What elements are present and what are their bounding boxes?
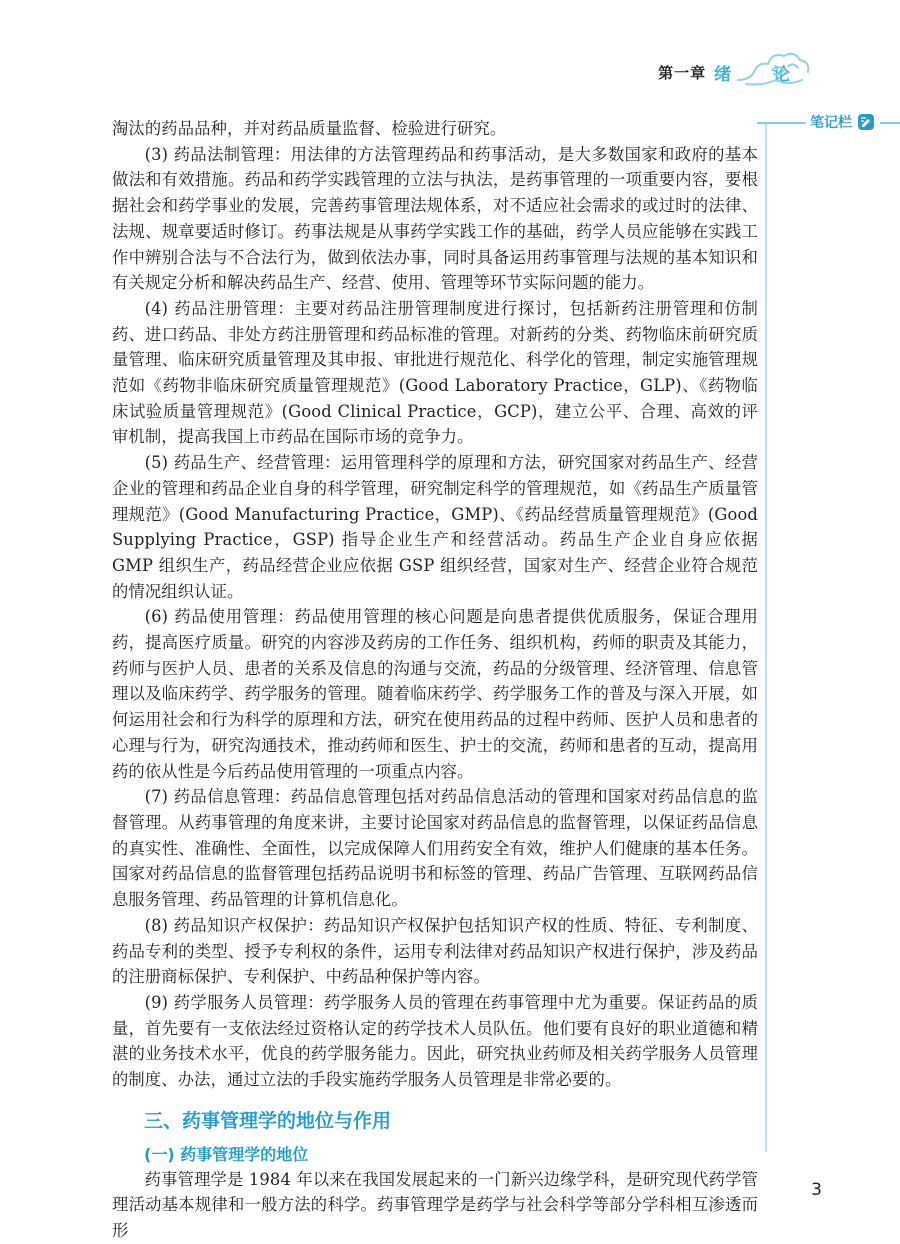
notes-column-tag xyxy=(806,112,880,132)
page-body xyxy=(112,116,758,1244)
section-heading: 三、药事管理学的地位与作用 xyxy=(144,1109,392,1132)
chapter-label: 第一章 xyxy=(658,63,707,82)
paragraph-pharmacy-personnel: (9) 药学服务人员管理：药学服务人员的管理在药事管理中尤为重要。保证药品的质量，首先要有一支依法经过资格认定的药学技术人员队伍。他们要有良好的职业道德和精湛的业务技术水平，优良的药学服务能力。因此，研究执业药师及相关药学服务人员管理的制度、办法，通过立法的手段实施药学服务人员管理是非常必要的。 xyxy=(112,992,758,1090)
page-number: 3 xyxy=(811,1180,822,1200)
paragraph-position: 药事管理学是 1984 年以来在我国发展起来的一门新兴边缘学科，是研究现代药学管理活动基本规律和一般方法的科学。药事管理学是药学与社会科学等部分学科相互渗透而形 xyxy=(112,1169,758,1241)
paragraph-drug-legal-management: (3) 药品法制管理：用法律的方法管理药品和药事活动，是大多数国家和政府的基本做法和有效措施。药品和药学实践管理的立法与执法，是药事管理的一项重要内容，要根据社会和药学事业的发展，完善药事管理法规体系，对不适应社会需求的或过时的法律、法规、规章要适时修订。药事法规是从事药学实践工作的基础，药学人员应能够在实践工作中辨别合法与不合法行为，做到依法办事，同时具备运用药事管理与法规的基本知识和有关规定分析和解决药品生产、经营、使用、管理等环节实际问题的能力。 xyxy=(112,144,758,293)
paragraph-continued: 淘汰的药品品种，并对药品质量监督、检验进行研究。 xyxy=(112,119,507,138)
cloud-ornament-icon xyxy=(732,40,812,90)
sub-heading: (一) 药事管理学的地位 xyxy=(144,1144,309,1164)
chapter-title: 绪 论 xyxy=(714,64,808,85)
paragraph-intellectual-property: (8) 药品知识产权保护：药品知识产权保护包括知识产权的性质、特征、专利制度、药品专利的类型、授予专利权的条件，运用专利法律对药品知识产权进行保护，涉及药品的注册商标保护、专利保护、中药品种保护等内容。 xyxy=(112,915,758,987)
paragraph-drug-information: (7) 药品信息管理：药品信息管理包括对药品信息活动的管理和国家对药品信息的监督管理。从药事管理的角度来讲，主要讨论国家对药品信息的监督管理，以保证药品信息的真实性、准确性、全面性，以完成保障人们用药安全有效，维护人们健康的基本任务。国家对药品信息的监督管理包括药品说明书和标签的管理、药品广告管理、互联网药品信息服务管理、药品管理的计算机信息化。 xyxy=(112,787,758,910)
paragraph-drug-registration: (4) 药品注册管理：主要对药品注册管理制度进行探讨，包括新药注册管理和仿制药、进口药品、非处方药注册管理和药品标准的管理。对新药的分类、药物临床前研究质量管理、临床研究质量管理及其申报、审批进行规范化、科学化的管理，制定实施管理规范如《药物非临床研究质量管理规范》(Good Laboratory Practice，GLP)、《药物临床试验质量管理规范》(Good Clinical Practice，GCP)，建立公平、合理、高效的评审机制，提高我国上市药品在国际市场的竞争力。 xyxy=(112,298,758,447)
notes-column-line xyxy=(765,122,767,1152)
paragraph-drug-use: (6) 药品使用管理：药品使用管理的核心问题是向患者提供优质服务，保证合理用药，提高医疗质量。研究的内容涉及药房的工作任务、组织机构，药师的职责及其能力，药师与医护人员、患者的关系及信息的沟通与交流，药品的分级管理、经济管理、信息管理以及临床药学、药学服务的管理。随着临床药学、药学服务工作的普及与深入开展，如何运用社会和行为科学的原理和方法，研究在使用药品的过程中药师、医护人员和患者的心理与行为，研究沟通技术，推动药师和医生、护士的交流，药师和患者的互动，提高用药的依从性是今后药品使用管理的一项重点内容。 xyxy=(112,607,758,781)
paragraph-production-distribution: (5) 药品生产、经营管理：运用管理科学的原理和方法，研究国家对药品生产、经营企业的管理和药品企业自身的科学管理，研究制定科学的管理规范，如《药品生产质量管理规范》(Good Manufacturing Practice，GMP)、《药品经营质量管理规范》(Good Supplying Practice，GSP) 指导企业生产和经营活动。药品生产企业自身应依据 GMP 组织生产，药品经营企业应依据 GSP 组织经营，国家对生产、经营企业符合规范的情况组织认证。 xyxy=(112,453,758,601)
pencil-note-icon xyxy=(856,112,876,132)
notes-label: 笔记栏 xyxy=(810,115,852,131)
